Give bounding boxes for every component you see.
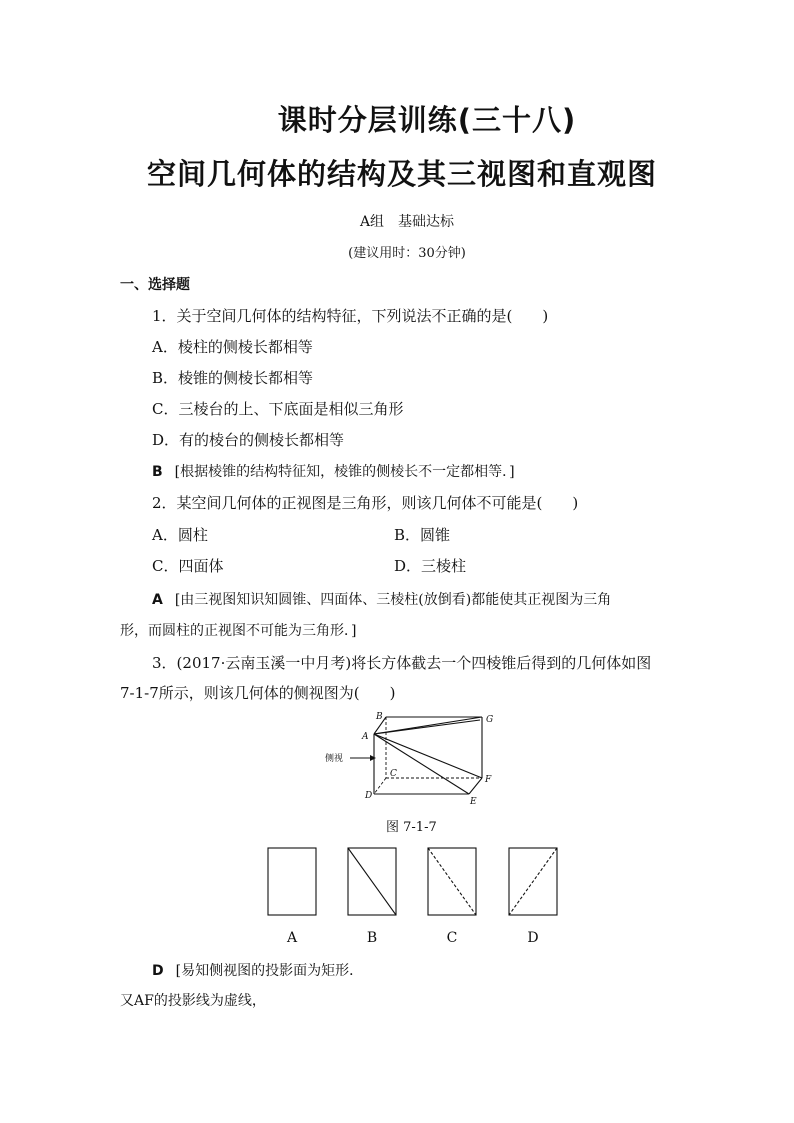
label-b: B: [376, 712, 383, 722]
edge-ag2: [374, 720, 480, 734]
q2-answer-letter: A: [152, 592, 163, 608]
q3-answer-line1: [易知侧视图的投影面为矩形．: [175, 963, 364, 979]
q2-answer-line1: [由三视图知识知圆锥、四面体、三棱柱(放倒看)都能使其正视图为三角: [174, 592, 612, 608]
choice-label-d: D: [527, 930, 539, 946]
page-subtitle: 空间几何体的结构及其三视图和直观图: [146, 157, 657, 191]
label-side-view: 侧视: [325, 754, 344, 764]
q1-option-d: D．有的棱台的侧棱长都相等: [152, 431, 345, 449]
q1-stem: 1．关于空间几何体的结构特征，下列说法不正确的是( ): [152, 307, 549, 325]
choice-label-c: C: [446, 930, 458, 946]
q1-option-a: A．棱柱的侧棱长都相等: [152, 338, 313, 356]
q1-answer: [152, 461, 515, 481]
q1-answer-letter: B: [152, 464, 163, 480]
choice-label-b: B: [366, 930, 378, 946]
edge-ae: [374, 734, 469, 794]
label-d: D: [365, 791, 373, 801]
label-e: E: [470, 797, 477, 807]
q1-option-b: B．棱锥的侧棱长都相等: [152, 369, 314, 387]
q3-answer-line2: 又AF的投影线为虚线，: [120, 993, 266, 1009]
choice-d-dashed-diagonal: [509, 848, 557, 915]
figure-caption: 图 7-1-7: [386, 820, 437, 835]
q3-answer-letter: D: [152, 963, 164, 979]
side-view-arrowhead: [370, 755, 376, 761]
q2-answer-line2: 形，而圆柱的正视图不可能为三角形．]: [120, 623, 357, 639]
label-g: G: [486, 715, 494, 725]
group-label: A组 基础达标: [359, 214, 455, 230]
section-heading: 一、选择题: [120, 277, 190, 293]
q2-option-b: B．圆锥: [394, 526, 451, 544]
q3-stem-line2: 7-1-7所示，则该几何体的侧视图为( ): [120, 684, 396, 702]
solid-figure: [320, 708, 510, 808]
label-f: F: [485, 775, 492, 785]
time-note: (建议用时：30分钟): [348, 246, 466, 261]
choice-a-rect: [268, 848, 316, 915]
q2-option-a: A．圆柱: [152, 526, 208, 544]
q1-answer-text: [根据棱锥的结构特征知，棱锥的侧棱长不一定都相等．]: [174, 464, 515, 480]
q3-stem-line1: 3．(2017·云南玉溪一中月考)将长方体截去一个四棱锥后得到的几何体如图: [152, 654, 652, 672]
choice-label-a: A: [286, 930, 298, 946]
page-title: 课时分层训练(三十八): [277, 103, 577, 137]
hidden-edge-cd: [374, 778, 386, 794]
q1-option-c: C．三棱台的上、下底面是相似三角形: [152, 400, 404, 418]
q2-answer: [152, 589, 611, 609]
q2-option-d: D．三棱柱: [394, 557, 467, 575]
choice-figures: [266, 846, 560, 918]
label-c: C: [390, 769, 397, 779]
q2-stem: 2．某空间几何体的正视图是三角形，则该几何体不可能是( ): [152, 494, 579, 512]
label-a: A: [362, 732, 369, 742]
q2-option-c: C．四面体: [152, 557, 224, 575]
choice-c-dashed-diagonal: [428, 848, 476, 915]
choice-b-diagonal: [348, 848, 396, 915]
edge-ef: [469, 778, 482, 794]
q3-answer: [152, 960, 363, 980]
